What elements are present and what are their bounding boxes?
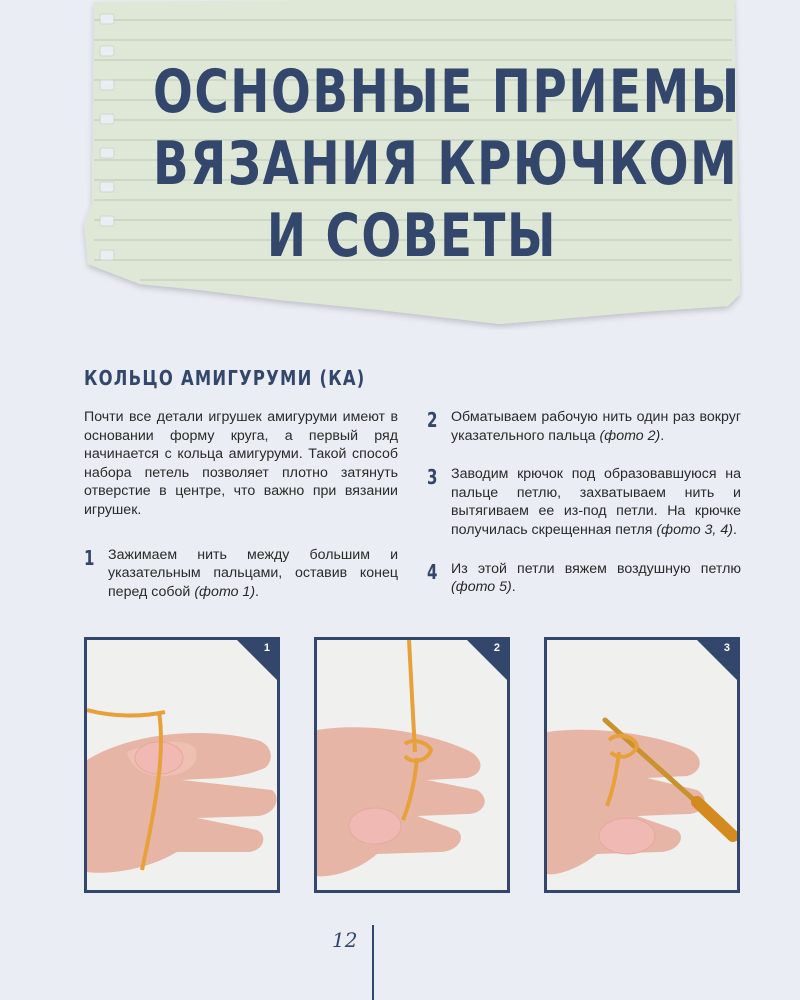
step-number: 4 — [427, 559, 438, 584]
text-column-left — [84, 408, 398, 623]
photo-3 — [544, 637, 740, 893]
step-4 — [427, 560, 741, 597]
photo-number: 1 — [263, 642, 270, 654]
photo-badge — [696, 639, 738, 681]
photo-reference: (фото 5) — [451, 579, 512, 596]
step-number: 1 — [84, 545, 95, 570]
text-column-right — [427, 408, 741, 617]
photo-2 — [314, 637, 510, 893]
step-3 — [427, 465, 741, 539]
step-tail: . — [255, 583, 259, 600]
step-tail: . — [511, 579, 516, 596]
step-tail: . — [732, 521, 737, 538]
step-text: Заводим крючок под образовавшуюся на пальце петлю, захватываем нить и вытягиваем ее из-под петли. На крючке получилась скрещенная петля — [451, 466, 741, 538]
title-line-2: ВЯЗАНИЯ КРЮЧКОМ — [153, 129, 739, 199]
photo-1 — [84, 637, 280, 893]
photo-badge — [466, 639, 508, 681]
title-line-1: ОСНОВНЫЕ ПРИЕМЫ — [153, 57, 741, 127]
page-divider — [372, 925, 374, 1000]
step-text: Зажимаем нить между большим и указательным пальцами, оставив конец перед собой — [108, 546, 398, 600]
step-2 — [427, 408, 741, 445]
photo-reference: (фото 1) — [194, 583, 256, 600]
photo-number: 2 — [493, 642, 500, 654]
step-number: 3 — [427, 465, 438, 490]
page-title — [153, 56, 741, 272]
step-1 — [84, 546, 398, 602]
photo-number: 3 — [723, 642, 730, 654]
photo-reference: (фото 2) — [599, 427, 661, 444]
step-text: Из этой петли вяжем воздушную петлю — [451, 560, 741, 577]
title-paper — [80, 0, 744, 330]
page-number: 12 — [332, 928, 358, 952]
photo-badge — [236, 639, 278, 681]
step-text: Обматываем рабочую нить один раз вокруг указательного пальца — [451, 409, 741, 444]
step-tail: . — [660, 427, 665, 444]
title-line-3: И СОВЕТЫ — [266, 201, 558, 271]
section-heading: КОЛЬЦО АМИГУРУМИ (КА) — [84, 366, 366, 390]
intro-paragraph: Почти все детали игрушек амигуруми имеют в основании форму круга, а первый ряд начинается с кольца амигуруми. Такой способ набора петель позволяет плотно затянуть отверстие в центре, что важно при вязании игрушек. — [84, 409, 398, 518]
step-number: 2 — [427, 408, 438, 432]
photo-reference: (фото 3, 4) — [656, 521, 733, 538]
